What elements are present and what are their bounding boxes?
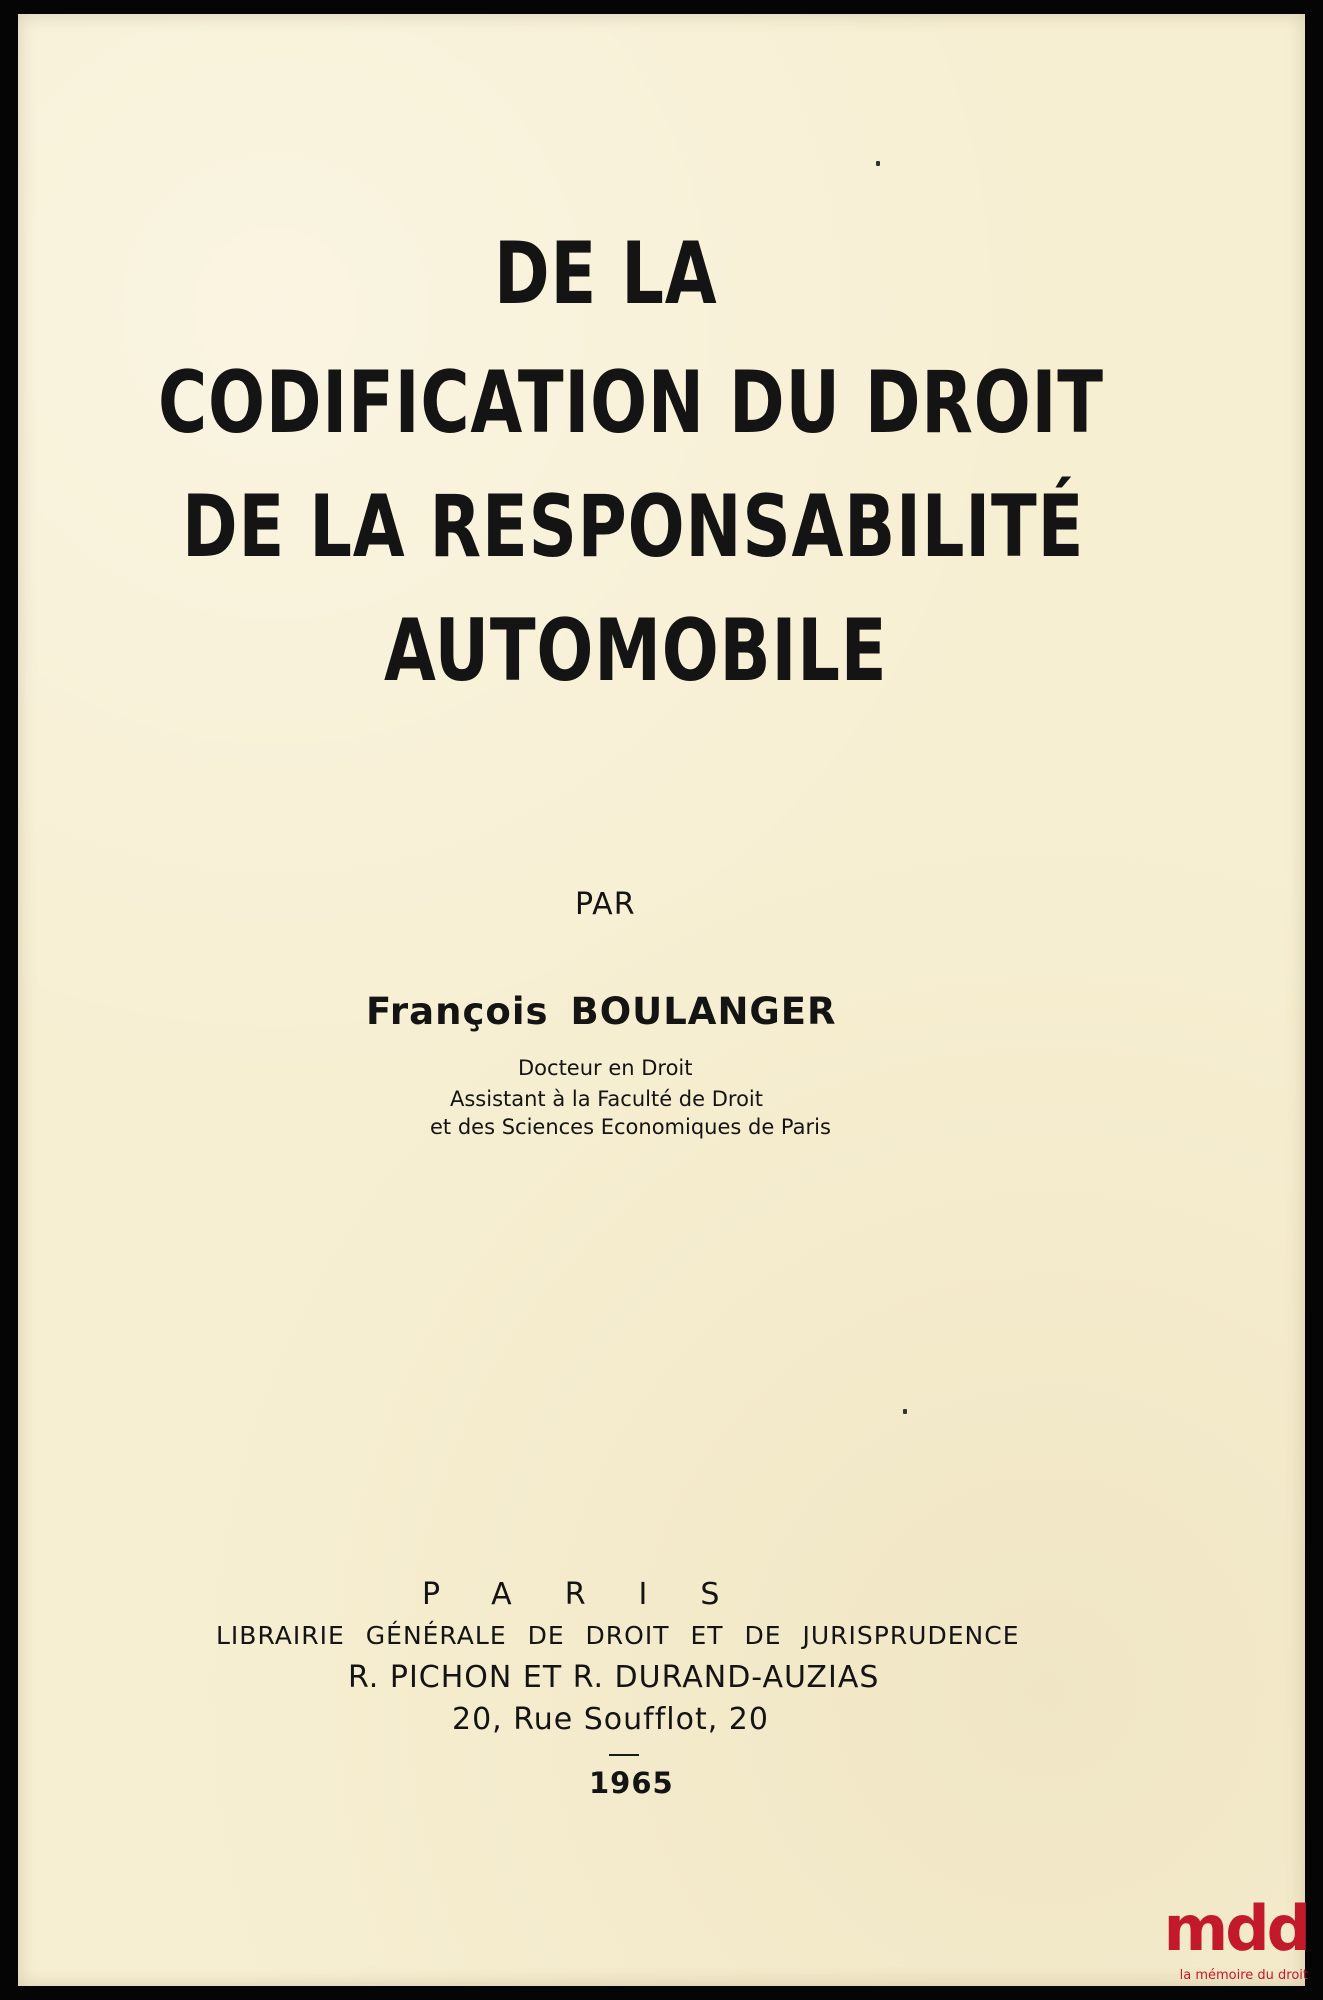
printer-name: R. PICHON ET R. DURAND-AUZIAS — [348, 1660, 880, 1695]
author-name — [366, 990, 837, 1033]
publication-year: 1965 — [589, 1766, 674, 1800]
by-label: PAR — [575, 887, 636, 922]
title-line-3: DE LA RESPONSABILITÉ — [182, 477, 1085, 577]
author-credential-2: Assistant à la Faculté de Droit — [450, 1087, 763, 1111]
title-line-2: CODIFICATION DU DROIT — [158, 353, 1104, 453]
logo-tagline: la mémoire du droit — [1179, 1968, 1308, 1983]
author-first-name: François — [366, 990, 549, 1033]
author-credential-3: et des Sciences Economiques de Paris — [430, 1115, 831, 1139]
title-line-4: AUTOMOBILE — [384, 601, 888, 701]
author-credential-1: Docteur en Droit — [518, 1056, 693, 1080]
paper-speck — [876, 161, 880, 166]
paper-speck — [903, 1409, 907, 1414]
title-line-1: DE LA — [494, 224, 718, 324]
divider-rule — [609, 1754, 639, 1756]
book-cover — [18, 14, 1305, 1986]
mdd-watermark-logo — [1162, 1892, 1312, 1998]
publisher-address: 20, Rue Soufflot, 20 — [452, 1702, 769, 1737]
publisher-name: LIBRAIRIE GÉNÉRALE DE DROIT ET DE JURISPRUDENCE — [216, 1621, 1020, 1650]
logo-letters: mdd — [1163, 1892, 1308, 1965]
author-last-name: BOULANGER — [570, 990, 837, 1033]
publication-city: PARIS — [422, 1577, 773, 1612]
